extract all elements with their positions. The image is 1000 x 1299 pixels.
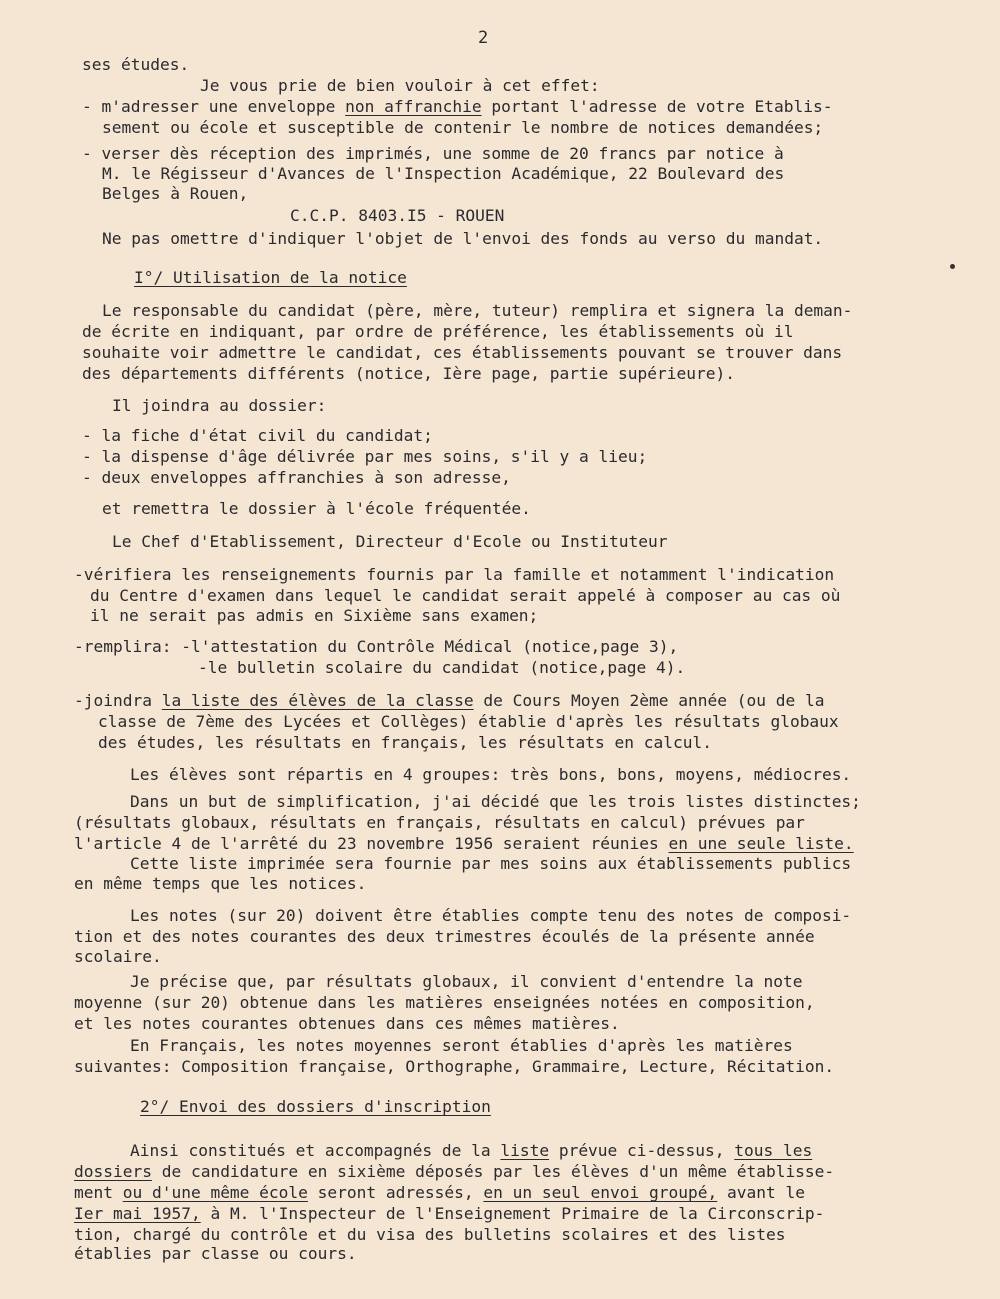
s1-p1-line-4: des départements différents (notice, Ière page, partie supérieure). <box>82 364 735 383</box>
intro-line-1: ses études. <box>82 55 190 74</box>
s1-p12-line-2: moyenne (sur 20) obtenue dans les matières enseignées notées en composition, <box>74 993 815 1012</box>
s1-p4: Le Chef d'Etablissement, Directeur d'Ecole ou Instituteur <box>112 532 668 551</box>
s1-p6-line-1: -remplira: -l'attestation du Contrôle Médical (notice,page 3), <box>74 637 679 656</box>
s1-p11-line-2: tion et des notes courantes des deux trimestres écoulés de la présente année <box>74 927 815 946</box>
s1-p7-line-2: classe de 7ème des Lycées et Collèges) établie d'après les résultats globaux <box>98 712 839 731</box>
s1-p12-line-3: et les notes courantes obtenues dans ces mêmes matières. <box>74 1014 620 1033</box>
page-number: 2 <box>478 28 489 48</box>
intro-line-4: sement ou école et susceptible de contenir le nombre de notices demandées; <box>102 118 824 137</box>
intro-line-5: - verser dès réception des imprimés, une somme de 20 francs par notice à <box>82 144 784 163</box>
s1-p10-line-1: Cette liste imprimée sera fournie par mes soins aux établissements publics <box>130 854 852 873</box>
s1-p7-line-1: -joindra la liste des élèves de la classe de Cours Moyen 2ème année (ou de la <box>74 691 825 710</box>
s1-p13-line-2: suivantes: Composition française, Orthographe, Grammaire, Lecture, Récitation. <box>74 1057 835 1076</box>
s2-line-5: tion, chargé du contrôle et du visa des bulletins scolaires et des listes <box>74 1225 786 1244</box>
s1-p5-line-2: du Centre d'examen dans lequel le candidat serait appelé à composer au cas où <box>90 586 841 605</box>
s1-p12-line-1: Je précise que, par résultats globaux, il convient d'entendre la note <box>130 972 803 991</box>
s2-line-6: établies par classe ou cours. <box>74 1244 357 1263</box>
s1-p1-line-2: de écrite en indiquant, par ordre de préférence, les établissements où il <box>82 322 794 341</box>
intro-line-7: Belges à Rouen, <box>102 184 249 203</box>
s1-p10-line-2: en même temps que les notices. <box>74 874 367 893</box>
s1-p9-line-3: l'article 4 de l'arrêté du 23 novembre 1956 seraient réunies en une seule liste. <box>74 834 854 853</box>
s1-p9-line-2: (résultats globaux, résultats en français, résultats en calcul) prévues par <box>74 813 805 832</box>
s1-p3: et remettra le dossier à l'école fréquentée. <box>102 499 531 518</box>
s2-line-4: Ier mai 1957, à M. l'Inspecteur de l'Enseignement Primaire de la Circonscrip- <box>74 1204 825 1223</box>
s1-list-item-3: - deux enveloppes affranchies à son adresse, <box>82 468 511 487</box>
s1-p5-line-1: -vérifiera les renseignements fournis par la famille et notamment l'indication <box>74 565 835 584</box>
s2-line-1: Ainsi constitués et accompagnés de la liste prévue ci-dessus, tous les <box>130 1141 813 1160</box>
s1-list-item-1: - la fiche d'état civil du candidat; <box>82 426 433 445</box>
section-1-heading: I°/ Utilisation de la notice <box>134 268 407 287</box>
section-2-heading: 2°/ Envoi des dossiers d'inscription <box>140 1097 491 1116</box>
s1-list-item-2: - la dispense d'âge délivrée par mes soins, s'il y a lieu; <box>82 447 648 466</box>
s1-p6-line-2: -le bulletin scolaire du candidat (notice,page 4). <box>198 658 686 677</box>
ccp-line: C.C.P. 8403.I5 - ROUEN <box>290 206 505 225</box>
s1-p8: Les élèves sont répartis en 4 groupes: très bons, bons, moyens, médiocres. <box>130 765 852 784</box>
s1-p11-line-1: Les notes (sur 20) doivent être établies compte tenu des notes de composi- <box>130 906 852 925</box>
intro-line-9: Ne pas omettre d'indiquer l'objet de l'envoi des fonds au verso du mandat. <box>102 229 824 248</box>
s1-p1-line-1: Le responsable du candidat (père, mère, tuteur) remplira et signera la deman- <box>102 301 853 320</box>
s1-p7-line-3: des études, les résultats en français, les résultats en calcul. <box>98 733 712 752</box>
intro-line-3: - m'adresser une enveloppe non affranchie portant l'adresse de votre Etablis- <box>82 97 833 116</box>
s1-p5-line-3: il ne serait pas admis en Sixième sans examen; <box>90 606 539 625</box>
s1-p9-line-1: Dans un but de simplification, j'ai décidé que les trois listes distinctes; <box>130 792 861 811</box>
margin-dot <box>950 264 955 269</box>
s1-p1-line-3: souhaite voir admettre le candidat, ces établissements pouvant se trouver dans <box>82 343 843 362</box>
s1-p13-line-1: En Français, les notes moyennes seront établies d'après les matières <box>130 1036 793 1055</box>
s1-p11-line-3: scolaire. <box>74 947 162 966</box>
intro-line-6: M. le Régisseur d'Avances de l'Inspection Académique, 22 Boulevard des <box>102 164 785 183</box>
s2-line-2: dossiers de candidature en sixième déposés par les élèves d'un même établisse- <box>74 1162 835 1181</box>
intro-line-2: Je vous prie de bien vouloir à cet effet: <box>200 76 600 95</box>
s1-p2: Il joindra au dossier: <box>112 396 327 415</box>
s2-line-3: ment ou d'une même école seront adressés, en un seul envoi groupé, avant le <box>74 1183 805 1202</box>
